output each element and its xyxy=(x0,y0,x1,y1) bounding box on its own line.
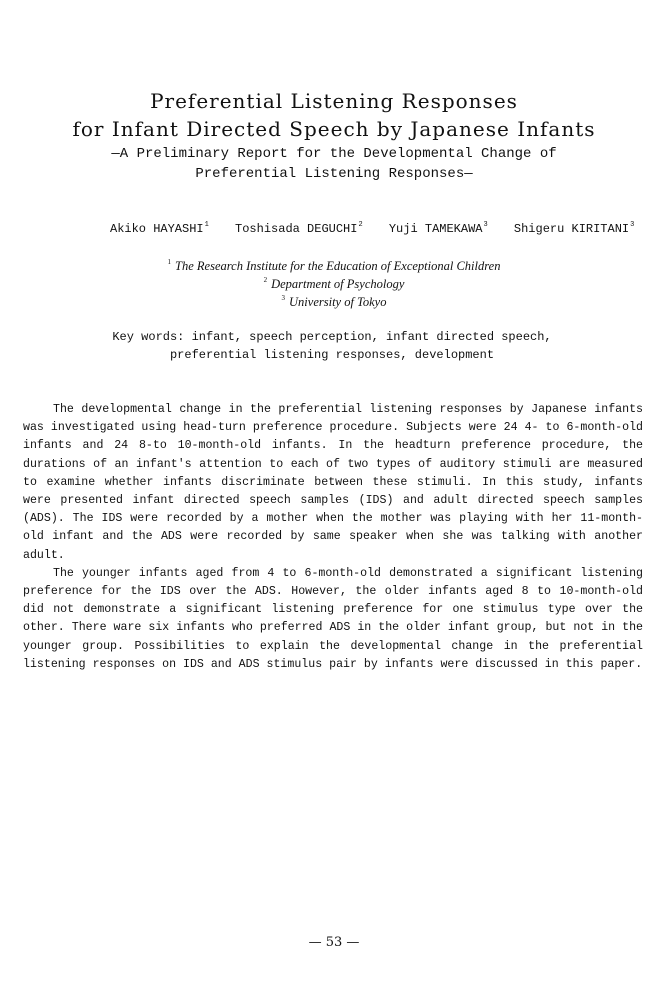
affiliation-1 xyxy=(0,259,668,273)
author-name: Yuji TAMEKAWA xyxy=(388,222,483,236)
author-name: Shigeru KIRITANI xyxy=(513,222,630,236)
subtitle-line-2: Preferential Listening Responses— xyxy=(195,166,473,182)
author-list xyxy=(110,222,653,235)
keywords-line-2: preferential listening responses, development xyxy=(169,348,495,362)
abstract-paragraph-2: The younger infants aged from 4 to 6-month-old demonstrated a significant listening preference for the IDS over the ADS. However, the older infants aged 8 to 10-month-old did not demonstrate a significant listening preference for one stimulus type over the other. There ware six infants who preferred ADS in the older infant group, but not in the younger group. Possibilities to explain the developmental change in the preferential listening responses on IDS and ADS stimulus pair by infants were discussed in this paper. xyxy=(23,566,643,671)
affiliation-2 xyxy=(0,277,668,291)
keywords-line-1: Key words: infant, speech perception, infant directed speech, xyxy=(112,330,552,344)
author-name: Akiko HAYASHI xyxy=(110,222,204,236)
affiliation-mark: 3 xyxy=(630,221,635,229)
author-1 xyxy=(110,222,209,236)
subtitle-line-1: —A Preliminary Report for the Developmental Change of xyxy=(111,146,557,162)
affiliation-text: The Research Institute for the Education of Exceptional Children xyxy=(175,259,501,273)
affiliation-mark: 2 xyxy=(358,221,363,229)
title-line-1: Preferential Listening Responses xyxy=(150,89,518,113)
page-number: — 53 — xyxy=(308,935,360,950)
affiliation-mark: 1 xyxy=(204,221,209,229)
affiliation-mark: 3 xyxy=(483,221,488,229)
affiliation-mark: 2 xyxy=(263,276,268,284)
abstract xyxy=(23,401,643,674)
affiliation-text: Department of Psychology xyxy=(271,277,405,291)
abstract-paragraph-1: The developmental change in the preferential listening responses by Japanese infants was investigated using head-turn preference procedure. Subjects were 24 4- to 6-month-old infants and 24 8-to 10-month-old infants. In the headturn preference procedure, the durations of an infant's attention to each of two types of auditory stimuli are measured to examine whether infants discriminate between these stimuli. In this study, infants were presented infant directed speech samples (IDS) and adult directed speech samples (ADS). The IDS were recorded by a mother when the mother was playing with her 11-month-old infant and the ADS were recorded by same speaker when she was talking with another adult. xyxy=(23,403,643,562)
author-name: Toshisada DEGUCHI xyxy=(235,222,358,236)
title-line-2: for Infant Directed Speech by Japanese Infants xyxy=(72,117,596,141)
affiliation-3 xyxy=(0,295,668,309)
affiliation-mark: 1 xyxy=(167,258,172,266)
affiliation-mark: 3 xyxy=(281,294,286,302)
author-3 xyxy=(389,222,488,236)
author-4 xyxy=(514,222,634,236)
author-2 xyxy=(235,222,363,236)
affiliation-text: University of Tokyo xyxy=(289,295,387,309)
